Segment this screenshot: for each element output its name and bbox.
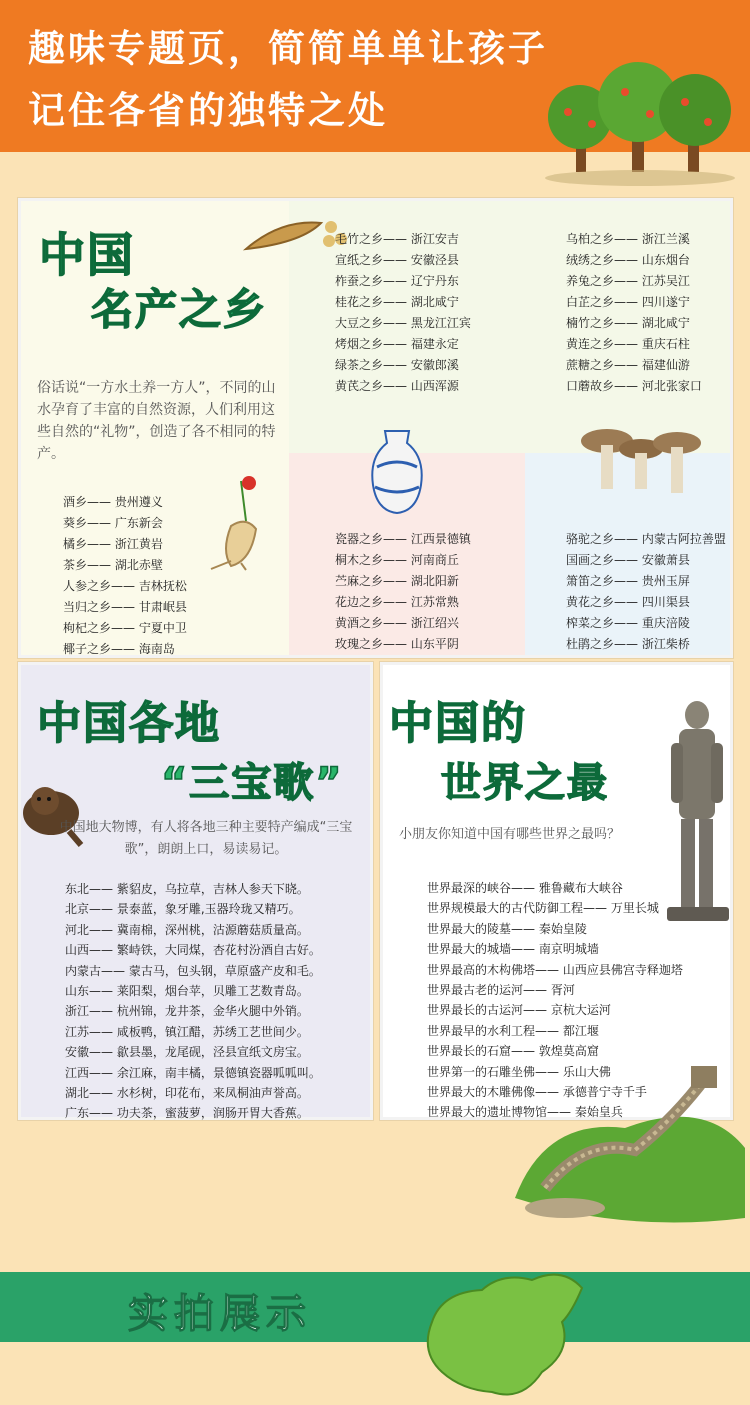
list-item: 国画之乡—— 安徽萧县: [566, 553, 690, 567]
list-item: 山东—— 莱阳梨，烟台苹，贝雕工艺数青岛。: [65, 984, 309, 999]
list-item: 内蒙古—— 蒙古马，包头钢，草原盛产皮和毛。: [65, 963, 321, 978]
list-item: 口蘑故乡—— 河北张家口: [566, 379, 702, 393]
list-item: 柞蚕之乡—— 辽宁丹东: [335, 274, 459, 288]
list-item: 安徽—— 歙县墨，龙尾砚，泾县宣纸文房宝。: [65, 1045, 309, 1060]
vase-icon: [367, 427, 427, 517]
list-item: 世界规模最大的古代防御工程—— 万里长城: [427, 901, 659, 916]
list-item: 江苏—— 咸板鸭，镇江醋，苏绣工艺世间少。: [65, 1024, 309, 1039]
panel1-list-bottom-right: [566, 529, 726, 655]
section-title: 实拍展示: [128, 1291, 312, 1337]
list-item: 黄芪之乡—— 山西浑源: [335, 379, 459, 393]
list-item: 世界最长的石窟—— 敦煌莫高窟: [427, 1044, 599, 1059]
list-item: 世界最大的遗址博物馆—— 秦始皇兵: [427, 1105, 623, 1120]
panel-specialty-towns: [18, 198, 733, 658]
list-item: 桐木之乡—— 河南商丘: [335, 553, 459, 567]
list-item: 苎麻之乡—— 湖北阳新: [335, 574, 459, 588]
list-item: 湖北—— 水杉树，印花布，来凤桐油声誉高。: [65, 1086, 309, 1101]
list-item: 世界最大的陵墓—— 秦始皇陵: [427, 921, 587, 936]
list-item: 世界第一的石雕坐佛—— 乐山大佛: [427, 1064, 611, 1079]
list-item: 葵乡—— 广东新会: [63, 516, 163, 530]
panel2-heading1: 中国各地: [37, 698, 221, 749]
panel2-heading2: “三宝歌”: [161, 760, 344, 806]
panel1-heading2: 名产之乡: [91, 285, 268, 334]
list-item: 北京—— 景泰蓝，象牙雕,玉器玲珑又精巧。: [65, 902, 301, 917]
list-item: 大豆之乡—— 黑龙江江宾: [335, 316, 471, 330]
list-item: 橘乡—— 浙江黄岩: [63, 537, 163, 551]
list-item: 人参之乡—— 吉林抚松: [63, 579, 187, 593]
trees-illustration: [540, 62, 750, 192]
list-item: 当归之乡—— 甘肃岷县: [63, 600, 187, 614]
list-item: 榨菜之乡—— 重庆涪陵: [566, 616, 690, 630]
list-item: 宣纸之乡—— 安徽泾县: [335, 253, 459, 267]
list-item: 世界最大的木雕佛像—— 承德普宁寺千手: [427, 1085, 647, 1100]
list-item: 广东—— 功夫茶，蜜菠萝，润肠开胃大香蕉。: [65, 1106, 309, 1121]
panel1-list-left: [63, 492, 187, 660]
list-item: 瓷器之乡—— 江西景德镇: [335, 532, 471, 546]
list-item: 乌柏之乡—— 浙江兰溪: [566, 232, 690, 246]
panel1-list-bottom-middle: [335, 529, 471, 655]
mushroom-icon: [577, 419, 707, 499]
panel1-heading1: 中国: [39, 228, 135, 282]
list-item: 箫笛之乡—— 贵州玉屏: [566, 574, 690, 588]
list-item: 烤烟之乡—— 福建永定: [335, 337, 459, 351]
list-item: 花边之乡—— 江苏常熟: [335, 595, 459, 609]
banner-title-line2: 记住各省的独特之处: [28, 89, 388, 132]
list-item: 黄连之乡—— 重庆石柱: [566, 337, 690, 351]
ginseng-icon: [201, 471, 286, 571]
list-item: 世界最古老的运河—— 胥河: [427, 983, 575, 998]
list-item: 毛竹之乡—— 浙江安吉: [335, 232, 459, 246]
list-item: 枸杞之乡—— 宁夏中卫: [63, 621, 187, 635]
panel3-intro: 小朋友你知道中国有哪些世界之最吗？: [399, 827, 621, 842]
list-item: 桂花之乡—— 湖北咸宁: [335, 295, 459, 309]
list-item: 骆驼之乡—— 内蒙古阿拉善盟: [566, 532, 726, 546]
list-item: 世界最长的古运河—— 京杭大运河: [427, 1003, 611, 1018]
list-item: 椰子之乡—— 海南岛: [63, 642, 175, 656]
list-item: 浙江—— 杭州锦，龙井茶，金华火腿中外销。: [65, 1004, 309, 1019]
banner-title-line1: 趣味专题页，简简单单让孩子: [28, 27, 548, 70]
great-wall-illustration: [505, 1058, 750, 1228]
list-item: 黄酒之乡—— 浙江绍兴: [335, 616, 459, 630]
list-item: 世界最高的木构佛塔—— 山西应县佛宫寺释迦塔: [427, 962, 683, 977]
list-item: 江西—— 余江麻，南丰橘，景德镇瓷器呱呱叫。: [65, 1065, 321, 1080]
china-map-icon: [412, 1262, 592, 1405]
panel1-list-top-middle: [335, 229, 471, 397]
list-item: 世界最深的峡谷—— 雅鲁藏布大峡谷: [427, 881, 623, 895]
list-item: 玫瑰之乡—— 山东平阴: [335, 637, 459, 651]
list-item: 世界最大的城墙—— 南京明城墙: [427, 942, 599, 957]
panel1-list-top-right: [566, 229, 702, 397]
list-item: 蔗糖之乡—— 福建仙游: [566, 358, 690, 372]
panel2-intro: 中国地大物博，有人将各地三种主要特产编成“三宝歌”，朗朗上口，易读易记。: [59, 820, 353, 857]
panel3-heading2: 世界之最: [441, 760, 609, 806]
list-item: 黄花之乡—— 四川渠县: [566, 595, 690, 609]
panel1-intro: 俗话说“一方水土养一方人”，不同的山水孕育了丰富的自然资源，人们利用这些自然的“礼物”，创造了各不相同的特产。: [37, 380, 276, 462]
list-item: 山西—— 繁峙铁，大同煤，杏花村汾酒自古好。: [65, 943, 321, 958]
panel3-heading1: 中国的: [389, 698, 527, 749]
list-item: 养兔之乡—— 江苏吴江: [566, 274, 690, 288]
list-item: 世界最早的水利工程—— 都江堰: [427, 1023, 599, 1038]
list-item: 绿茶之乡—— 安徽郎溪: [335, 358, 459, 372]
list-item: 酒乡—— 贵州遵义: [63, 495, 163, 509]
list-item: 茶乡—— 湖北赤壁: [63, 558, 163, 572]
list-item: 白芷之乡—— 四川遂宁: [566, 295, 690, 309]
panel2-list: [65, 879, 321, 1124]
list-item: 楠竹之乡—— 湖北咸宁: [566, 316, 690, 330]
list-item: 东北—— 紫貂皮，乌拉草，吉林人参天下晓。: [65, 882, 309, 896]
bottom-band: [0, 1272, 750, 1342]
panel-world-records: [380, 662, 733, 1120]
list-item: 河北—— 冀南棉，深州桃，沽源蘑菇质量高。: [65, 922, 309, 937]
list-item: 杜鹃之乡—— 浙江柴桥: [566, 637, 690, 651]
list-item: 绒绣之乡—— 山东烟台: [566, 253, 690, 267]
panel-three-treasures: [18, 662, 373, 1120]
